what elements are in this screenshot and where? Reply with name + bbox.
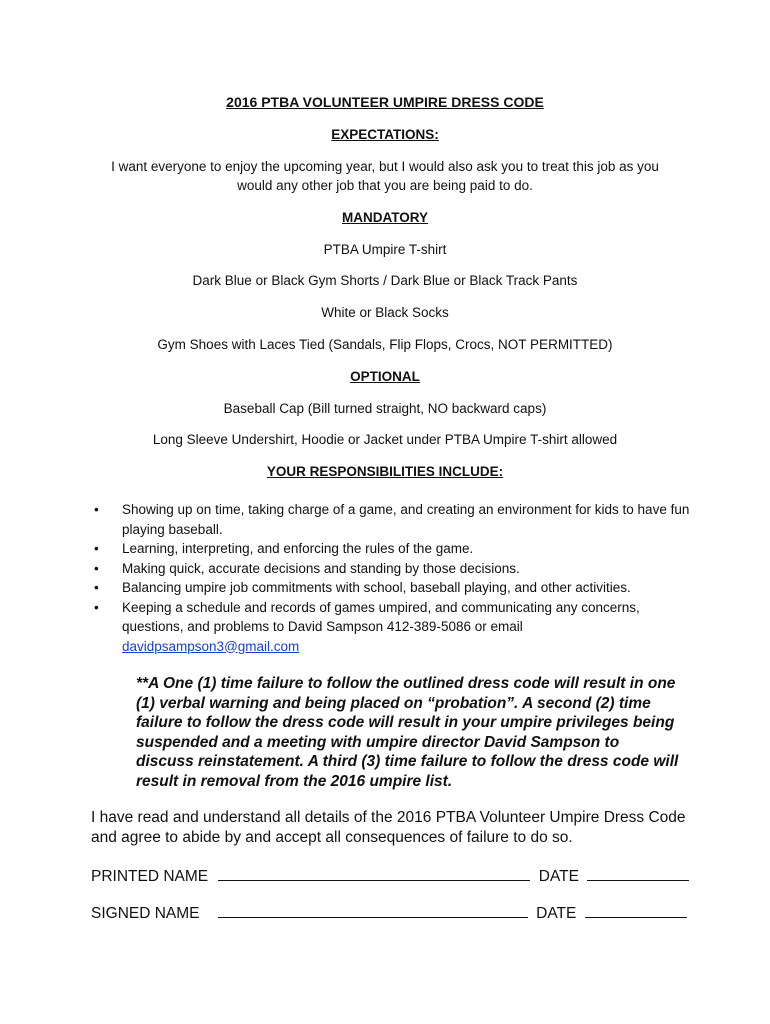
intro-text: I want everyone to enjoy the upcoming year, but I would also ask you to treat this job as you would any other job that you are being paid to do.	[111, 159, 659, 193]
printed-date-field[interactable]	[587, 866, 689, 881]
document-title: 2016 PTBA VOLUNTEER UMPIRE DRESS CODE	[226, 94, 544, 110]
list-item-text: Learning, interpreting, and enforcing the rules of the game.	[122, 541, 474, 556]
bullet-icon: •	[94, 560, 99, 576]
responsibilities-heading: YOUR RESPONSIBILITIES INCLUDE:	[266, 464, 504, 479]
printed-name-field[interactable]	[218, 866, 530, 881]
printed-name-label: PRINTED NAME	[91, 868, 209, 885]
date-label: DATE	[538, 868, 579, 885]
optional-heading: OPTIONAL	[350, 369, 420, 384]
list-item	[94, 500, 692, 539]
bullet-icon: •	[94, 541, 99, 556]
mandatory-item: PTBA Umpire T-shirt	[323, 242, 447, 257]
list-item-text: Making quick, accurate decisions and standing by those decisions.	[122, 560, 520, 576]
list-item	[94, 578, 692, 598]
signed-date-field[interactable]	[585, 903, 687, 918]
mandatory-item: Gym Shoes with Laces Tied (Sandals, Flip Flops, Crocs, NOT PERMITTED)	[157, 337, 613, 352]
list-item	[94, 559, 692, 579]
warning-text: **A One (1) time failure to follow the outlined dress code will result in one (1) verbal warning and being placed on “probation”. A second (2) time failure to follow the dress code will result in your umpire privileges being suspended and a meeting with umpire director David Sampson to discuss reinstatement. A third (3) time failure to follow the dress code will result in removal from the 2016 umpire list.	[136, 675, 679, 790]
list-item	[94, 539, 692, 559]
bullet-icon: •	[94, 580, 99, 595]
signed-name-label: SIGNED NAME	[91, 905, 200, 922]
responsibilities-list	[92, 500, 692, 656]
optional-item: Long Sleeve Undershirt, Hoodie or Jacket under PTBA Umpire T-shirt allowed	[152, 432, 618, 447]
bullet-icon: •	[94, 599, 99, 615]
mandatory-item: Dark Blue or Black Gym Shorts / Dark Blue or Black Track Pants	[192, 273, 578, 288]
mandatory-item: White or Black Socks	[321, 305, 449, 320]
bullet-icon: •	[94, 502, 99, 517]
printed-name-row	[91, 866, 691, 887]
expectations-heading: EXPECTATIONS:	[331, 127, 439, 142]
list-item-text: Showing up on time, taking charge of a game, and creating an environment for kids to have fun playing baseball.	[122, 502, 690, 537]
signed-name-row	[91, 903, 691, 924]
signed-name-field[interactable]	[218, 903, 528, 918]
list-item-text: Balancing umpire job commitments with school, baseball playing, and other activities.	[122, 580, 631, 595]
list-item-text: Keeping a schedule and records of games umpired, and communicating any concerns, questions, and problems to David Sampson 412-389-5086 or email	[122, 599, 640, 634]
list-item	[94, 598, 692, 657]
acknowledgement-text: I have read and understand all details of the 2016 PTBA Volunteer Umpire Dress Code and agree to abide by and accept all consequences of failure to do so.	[91, 809, 686, 846]
optional-item: Baseball Cap (Bill turned straight, NO backward caps)	[223, 401, 547, 416]
date-label: DATE	[536, 905, 577, 922]
mandatory-heading: MANDATORY	[342, 210, 428, 225]
email-link[interactable]: davidpsampson3@gmail.com	[122, 638, 300, 654]
